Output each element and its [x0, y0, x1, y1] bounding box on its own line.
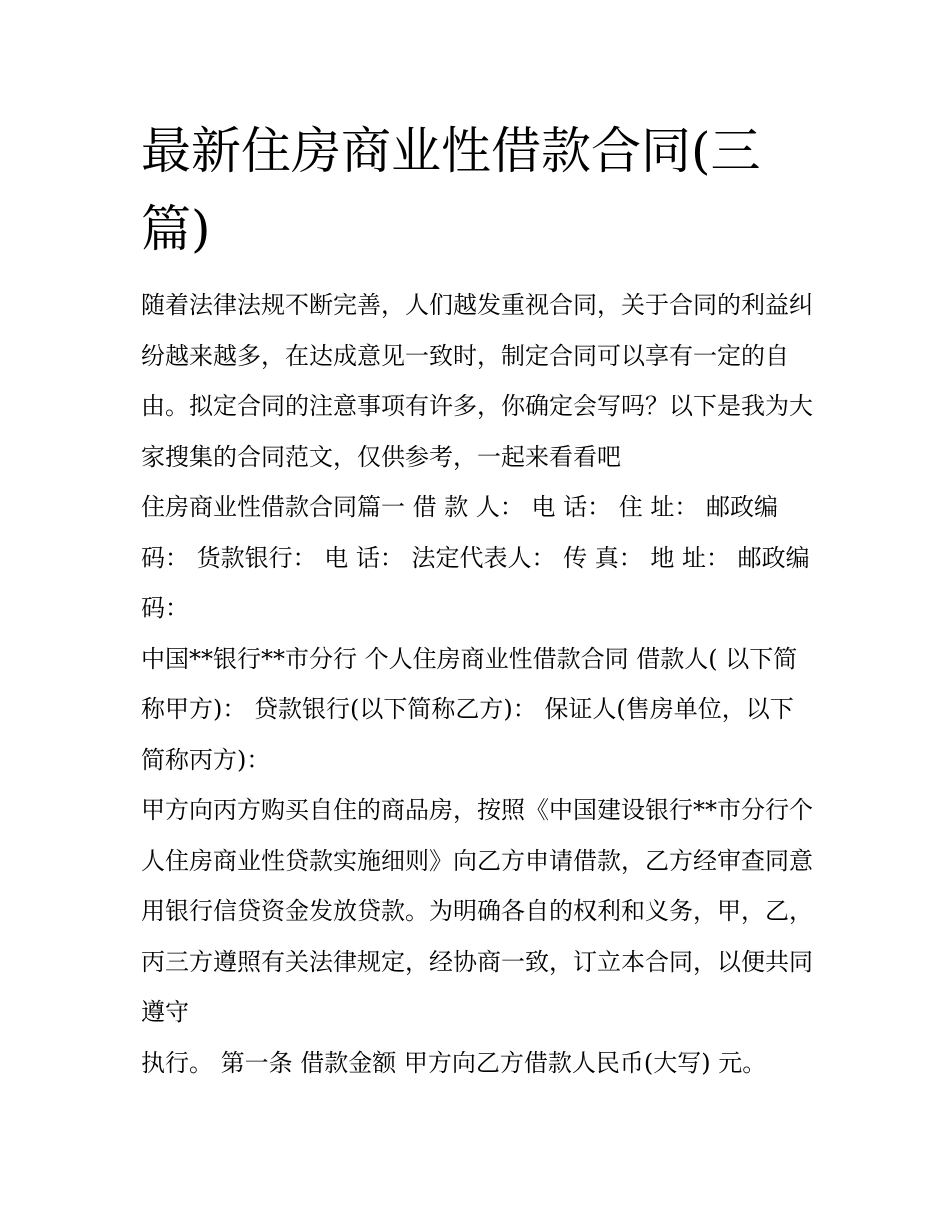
document-title: 最新住房商业性借款合同(三篇): [141, 122, 761, 258]
document-body: [141, 280, 813, 1088]
contract-parties-paragraph: 中国**银行**市分行 个人住房商业性借款合同 借款人( 以下简称甲方)： 贷款银行(以下简称乙方)： 保证人(售房单位，以下简称丙方)：: [141, 644, 798, 774]
contract-purpose-paragraph: 甲方向丙方购买自住的商品房，按照《中国建设银行**市分行个人住房商业性贷款实施细则》向乙方申请借款，乙方经审查同意用银行信贷资金发放贷款。为明确各自的权利和义务，甲，乙，丙三方遵照有关法律规定，经协商一致，订立本合同，以便共同遵守: [141, 796, 813, 1026]
intro-paragraph: 随着法律法规不断完善，人们越发重视合同，关于合同的利益纠纷越来越多，在达成意见一致时，制定合同可以享有一定的自由。拟定合同的注意事项有许多，你确定会写吗？以下是我为大家搜集的合同范文，仅供参考，一起来看看吧: [141, 291, 813, 471]
article-one-paragraph: 执行。 第一条 借款金额 甲方向乙方借款人民币(大写) 元。: [141, 1048, 767, 1077]
borrower-info-paragraph: 住房商业性借款合同篇一 借 款 人： 电 话： 住 址： 邮政编码： 货款银行： 电 话： 法定代表人： 传 真： 地 址： 邮政编码：: [141, 493, 810, 622]
